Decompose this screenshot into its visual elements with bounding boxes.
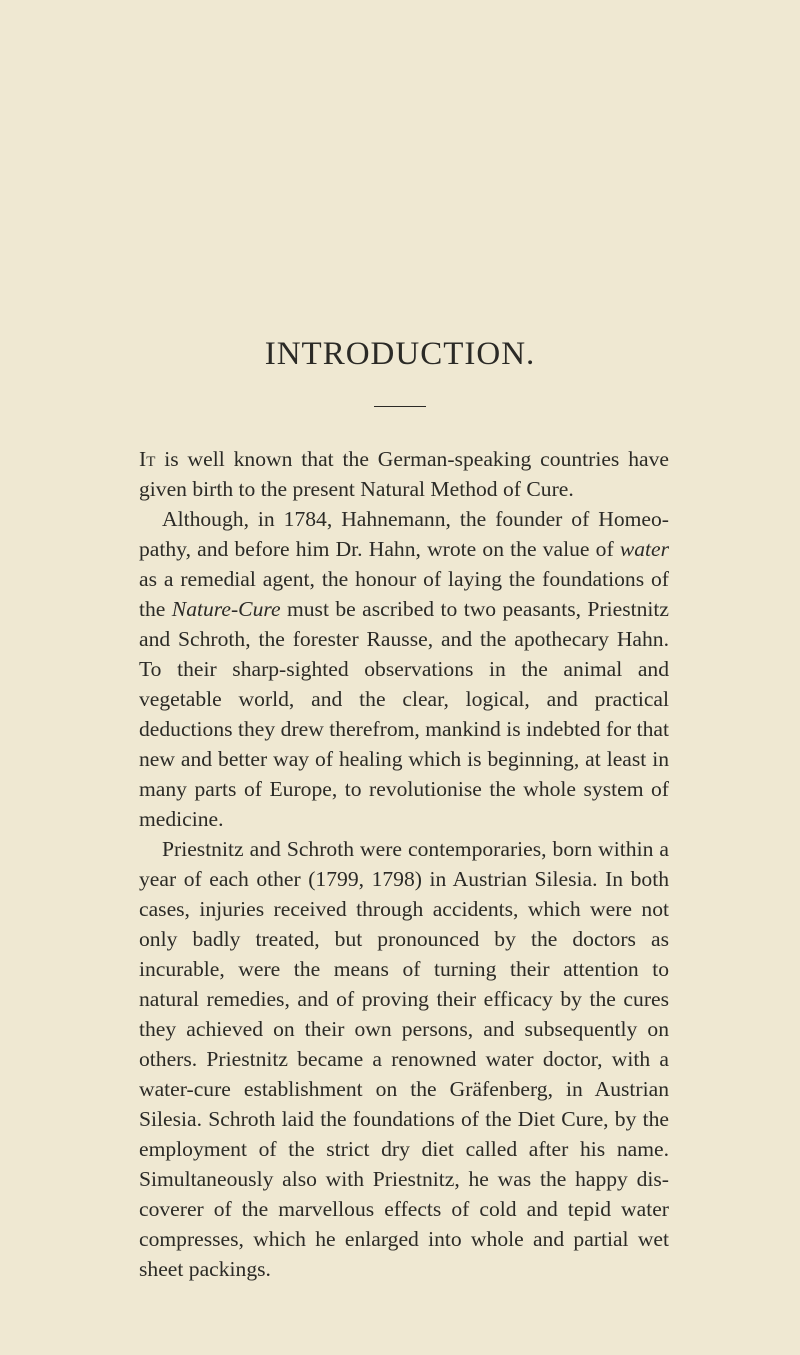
italic-term-nature-cure: Nature-Cure (171, 597, 281, 621)
chapter-heading: INTRODUCTION. (264, 336, 536, 372)
paragraph-2-text-c: must be ascribed to two peasants, Priestnitz and Schroth, the forester Rausse, and the apothecary Hahn. To their sharp-sighted observations in the animal and vegetable world, and the clear, logical, and practical deductions they drew therefrom, mankind is indebted for that new and better way of healing which is beginning, at least in many parts of Europe, to revolutionise the whole system of medicine. (139, 597, 670, 831)
paragraph-1-text: is well known that the German-speaking countries have given birth to the present Natural Method of Cure. (139, 447, 669, 501)
paragraph-2 (139, 504, 669, 834)
paragraph-3 (139, 834, 669, 1284)
paragraph-2-text-a: Although, in 1784, Hahnemann, the founder of Homeopathy, and before him Dr. Hahn, wrote on the value of (139, 507, 669, 561)
italic-term-water: water (619, 537, 669, 561)
introduction-body (139, 444, 669, 1284)
heading-divider (374, 406, 426, 407)
paragraph-3-text: Priestnitz and Schroth were contemporaries, born within a year of each other (1799, 1798) in Austrian Silesia. In both cases, injuries received through accidents, which were not only badly treated, but pronounced by the doctors as incurable, were the means of turning their attention to natural remedies, and of proving their efficacy by the cures they achieved on their own persons, and subsequently on others. Priestnitz became a renowned water doctor, with a water-cure establishment on the Gräfenberg, in Austrian Silesia. Schroth laid the foundations of the Diet Cure, by the employment of the strict dry diet called after his name. Simultaneously also with Priestnitz, he was the happy discoverer of the marvellous effects of cold and tepid water compresses, which he enlarged into whole and partial wet sheet packings. (139, 837, 669, 1281)
paragraph-1 (139, 444, 669, 504)
drop-lead-word: It (139, 447, 156, 471)
paragraph-2-text-b: as a remedial agent, the honour of laying the foundations of the (139, 567, 669, 621)
